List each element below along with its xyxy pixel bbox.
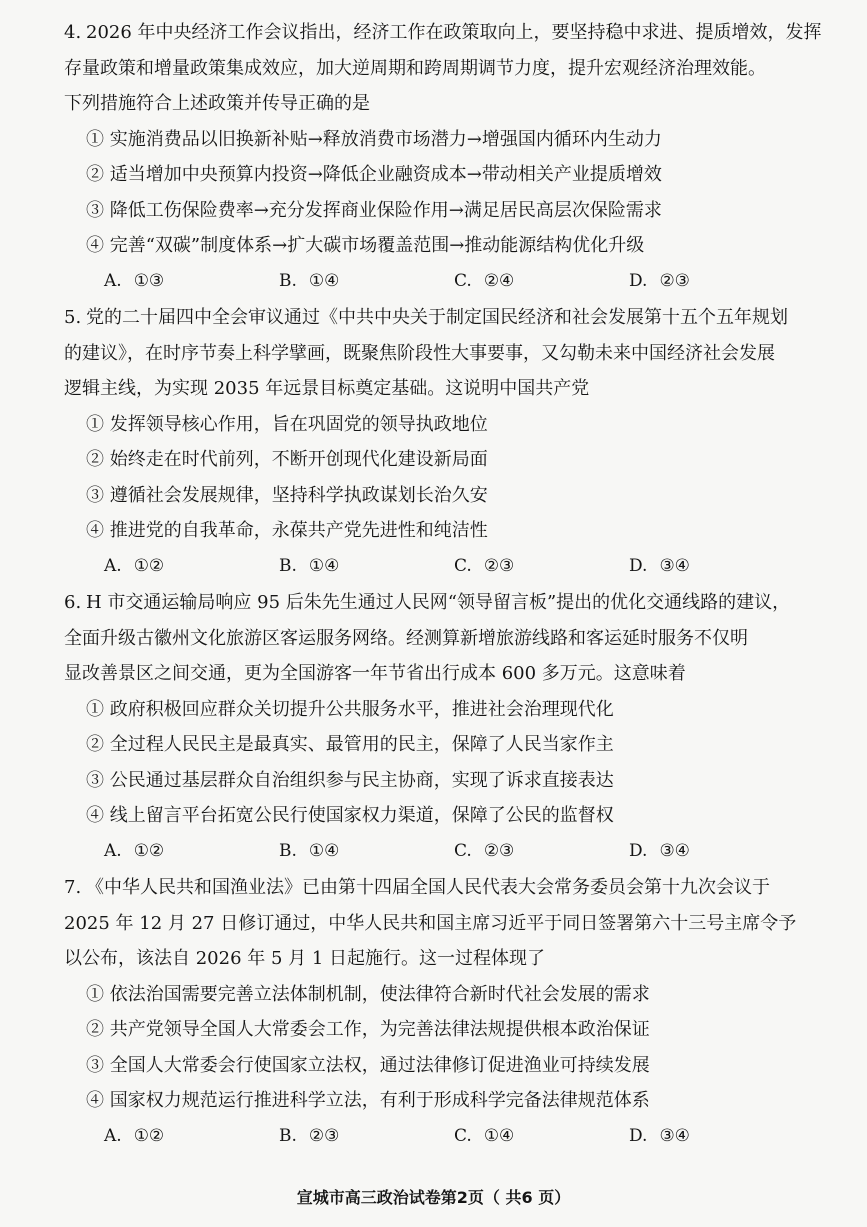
choice-letter: B.: [279, 555, 297, 576]
statement-option: ② 共产党领导全国人大常委会工作，为完善法律法规提供根本政治保证: [86, 1019, 650, 1040]
answer-choices: [64, 834, 846, 869]
statement-option: ③ 全国人大常委会行使国家立法权，通过法律修订促进渔业可持续发展: [86, 1054, 650, 1076]
choice-letter: B.: [279, 1125, 297, 1146]
stem-line: [64, 300, 846, 336]
choice-text: ①②: [133, 1125, 165, 1146]
choice-c[interactable]: [454, 549, 629, 584]
stem-text: H 市交通运输局响应 95 后朱先生通过人民网“领导留言板”提出的优化交通线路的建议，: [86, 592, 791, 613]
statement-option: ④ 完善“双碳”制度体系→扩大碳市场覆盖范围→推动能源结构优化升级: [86, 235, 645, 256]
choice-letter: A.: [104, 270, 122, 291]
question-number: 7.: [64, 877, 82, 898]
choice-text: ②④: [483, 270, 515, 291]
choice-letter: A.: [104, 840, 122, 861]
page-footer: 宣城市高三政治试卷第2页（ 共6 页）: [296, 1188, 571, 1207]
stem-line: 以公布，该法自 2026 年 5 月 1 日起施行。这一过程体现了: [64, 948, 546, 969]
choice-letter: C.: [454, 1125, 472, 1146]
choice-text: ②③: [308, 1125, 340, 1146]
stem-line: 显改善景区之间交通，更为全国游客一年节省出行成本 600 多万元。这意味着: [64, 663, 686, 684]
choice-a[interactable]: [104, 834, 279, 869]
choice-text: ①②: [133, 840, 165, 861]
choice-letter: D.: [629, 555, 648, 576]
choice-c[interactable]: [454, 264, 629, 299]
choice-text: ①②: [133, 555, 165, 576]
choice-text: ③④: [659, 1125, 690, 1146]
choice-text: ③④: [659, 555, 690, 576]
choice-a[interactable]: [104, 264, 279, 299]
stem-line: 逻辑主线，为实现 2035 年远景目标奠定基础。这说明中国共产党: [64, 378, 590, 399]
choice-d[interactable]: [629, 549, 804, 584]
choice-text: ①④: [308, 270, 340, 291]
question-7: [64, 870, 846, 1154]
stem-line: 存量政策和增量政策集成效应，加大逆周期和跨周期调节力度，提升宏观经济治理效能。: [64, 57, 766, 79]
statement-option: ① 发挥领导核心作用，旨在巩固党的领导执政地位: [86, 413, 488, 435]
choice-text: ②③: [483, 840, 515, 861]
question-4: [64, 15, 846, 299]
choice-b[interactable]: [279, 1119, 454, 1154]
stem-text: 《中华人民共和国渔业法》已由第十四届全国人民代表大会常务委员会第十九次会议于: [86, 877, 770, 898]
question-6: [64, 585, 846, 869]
question-number: 4.: [64, 22, 82, 43]
question-stem: [64, 870, 846, 977]
statement-option: ④ 推进党的自我革命，永葆共产党先进性和纯洁性: [86, 520, 488, 541]
stem-line: [64, 15, 846, 51]
choice-b[interactable]: [279, 549, 454, 584]
choice-a[interactable]: [104, 549, 279, 584]
statement-option: ③ 公民通过基层群众自治组织参与民主协商，实现了诉求直接表达: [86, 769, 614, 791]
choice-a[interactable]: [104, 1119, 279, 1154]
statement-option: ① 依法治国需要完善立法体制机制，使法律符合新时代社会发展的需求: [86, 983, 650, 1005]
choice-letter: C.: [454, 270, 472, 291]
choice-text: ①③: [133, 270, 165, 291]
answer-choices: [64, 549, 846, 584]
stem-line: [64, 870, 846, 906]
question-5: [64, 300, 846, 584]
choice-letter: D.: [629, 270, 648, 291]
choice-letter: D.: [629, 1125, 648, 1146]
choice-d[interactable]: [629, 834, 804, 869]
choice-letter: A.: [104, 1125, 122, 1146]
choice-b[interactable]: [279, 264, 454, 299]
question-stem: [64, 300, 846, 407]
statement-option: ④ 线上留言平台拓宽公民行使国家权力渠道，保障了公民的监督权: [86, 805, 614, 826]
stem-line: 下列措施符合上述政策并传导正确的是: [64, 93, 370, 114]
stem-text: 党的二十届四中全会审议通过《中共中央关于制定国民经济和社会发展第十五个五年规划: [86, 307, 788, 328]
stem-line: 全面升级古徽州文化旅游区客运服务网络。经测算新增旅游线路和客运延时服务不仅明: [64, 627, 748, 649]
stem-line: 2025 年 12 月 27 日修订通过，中华人民共和国主席习近平于同日签署第六十三号主席令予: [64, 912, 797, 934]
answer-choices: [64, 264, 846, 299]
choice-c[interactable]: [454, 1119, 629, 1154]
question-stem: [64, 15, 846, 122]
statement-option: ③ 遵循社会发展规律，坚持科学执政谋划长治久安: [86, 484, 488, 506]
stem-line: [64, 585, 846, 621]
statement-option: ④ 国家权力规范运行推进科学立法，有利于形成科学完备法律规范体系: [86, 1090, 650, 1111]
statement-option: ① 实施消费品以旧换新补贴→释放消费市场潜力→增强国内循环内生动力: [86, 128, 662, 150]
choice-letter: B.: [279, 270, 297, 291]
choice-text: ①④: [308, 840, 340, 861]
choice-text: ①④: [308, 555, 340, 576]
question-number: 6.: [64, 592, 82, 613]
choice-c[interactable]: [454, 834, 629, 869]
question-number: 5.: [64, 307, 82, 328]
statement-option: ② 适当增加中央预算内投资→降低企业融资成本→带动相关产业提质增效: [86, 164, 662, 185]
choice-d[interactable]: [629, 264, 804, 299]
statement-option: ③ 降低工伤保险费率→充分发挥商业保险作用→满足居民高层次保险需求: [86, 199, 662, 221]
choice-letter: C.: [454, 840, 472, 861]
stem-text: 2026 年中央经济工作会议指出，经济工作在政策取向上，要坚持稳中求进、提质增效，发挥: [86, 22, 822, 43]
choice-letter: C.: [454, 555, 472, 576]
choice-text: ③④: [659, 840, 690, 861]
choice-d[interactable]: [629, 1119, 804, 1154]
choice-letter: A.: [104, 555, 122, 576]
choice-text: ①④: [483, 1125, 515, 1146]
statement-option: ① 政府积极回应群众关切提升公共服务水平，推进社会治理现代化: [86, 698, 614, 720]
choice-text: ②③: [659, 270, 690, 291]
statement-option: ② 全过程人民民主是最真实、最管用的民主，保障了人民当家作主: [86, 734, 614, 755]
choice-letter: D.: [629, 840, 648, 861]
answer-choices: [64, 1119, 846, 1154]
statement-option: ② 始终走在时代前列，不断开创现代化建设新局面: [86, 449, 488, 470]
choice-b[interactable]: [279, 834, 454, 869]
choice-text: ②③: [483, 555, 515, 576]
stem-line: 的建议》，在时序节奏上科学擘画，既聚焦阶段性大事要事，又勾勒未来中国经济社会发展: [64, 342, 775, 364]
choice-letter: B.: [279, 840, 297, 861]
question-stem: [64, 585, 846, 692]
